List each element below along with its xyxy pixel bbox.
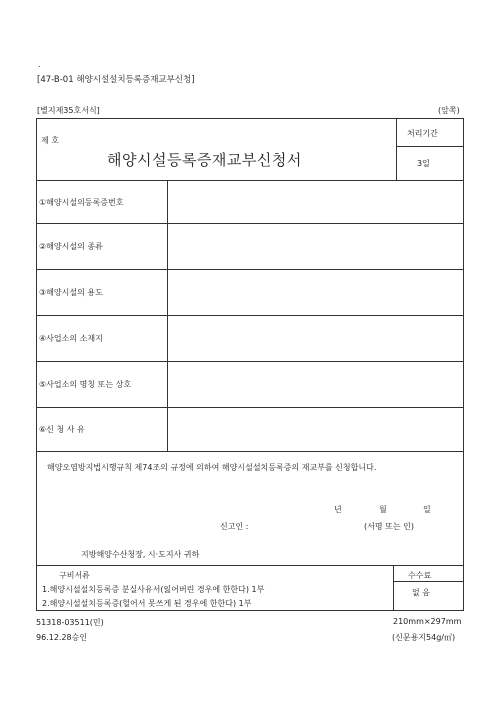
date-day: 일	[423, 505, 431, 514]
recipient: 지방해양수산청장, 시·도지사 귀하	[81, 550, 200, 559]
fee-label: 수수료	[408, 571, 432, 580]
divider	[393, 581, 463, 582]
form-title: 해양시설등록증재교부신청서	[107, 151, 302, 169]
field-row-office-address	[36, 316, 464, 362]
field-row-registration-number	[36, 181, 464, 224]
field-row-facility-type	[36, 224, 464, 270]
field-row-office-name	[36, 362, 464, 408]
statement-block	[36, 452, 464, 566]
footer-paper-size: 210mm×297mm	[393, 617, 462, 626]
doc-item: 2.해양시설설치등록증(헐어서 못쓰게 된 경우에 한한다) 1부	[42, 599, 252, 608]
fee-value: 없 음	[412, 588, 430, 597]
form-number: [별지제35호서식]	[37, 106, 100, 115]
divider	[393, 566, 394, 610]
receipt-number-label: 제 호	[41, 136, 59, 145]
field-label: ⑥신 청 사 유	[37, 408, 168, 451]
date-month: 월	[379, 505, 387, 514]
side-note: (앞쪽)	[438, 106, 460, 115]
divider	[396, 119, 397, 180]
field-label: ②해양시설의 종류	[37, 224, 168, 269]
required-documents-block	[36, 566, 464, 611]
doc-item: 1.해양시설설치등록증 분실사유서(잃어버린 경우에 한한다) 1부	[42, 585, 265, 594]
code-header: [47-B-01 해양시설설치등록증재교부신청]	[37, 75, 195, 85]
field-label: ④사업소의 소재지	[37, 316, 168, 361]
field-row-facility-use	[36, 270, 464, 316]
footer-approval-date: 96.12.28승인	[36, 633, 88, 642]
statement-text: 해양오염방지법시행규칙 제74조의 규정에 의하여 해양시설설치등록증의 재교부를 신청합니다.	[47, 463, 377, 472]
divider	[396, 146, 463, 147]
title-block	[36, 118, 464, 181]
dot-mark: .	[38, 60, 41, 69]
field-label: ①해양시설의등록증번호	[37, 181, 168, 223]
field-row-application-reason	[36, 408, 464, 452]
processing-period-value: 3일	[417, 159, 430, 168]
footer-form-code: 51318-03511(민)	[36, 618, 104, 627]
field-label: ③해양시설의 용도	[37, 270, 168, 315]
docs-header: 구비서류	[59, 571, 90, 580]
applicant-label: 신고인 :	[220, 522, 249, 531]
date-year: 년	[334, 505, 342, 514]
field-label: ⑤사업소의 명칭 또는 상호	[37, 362, 168, 407]
signature-label: (서명 또는 인)	[364, 522, 414, 531]
footer-paper-type: (신문용지54g/㎡)	[392, 633, 456, 642]
processing-period-label: 처리기간	[407, 129, 438, 138]
